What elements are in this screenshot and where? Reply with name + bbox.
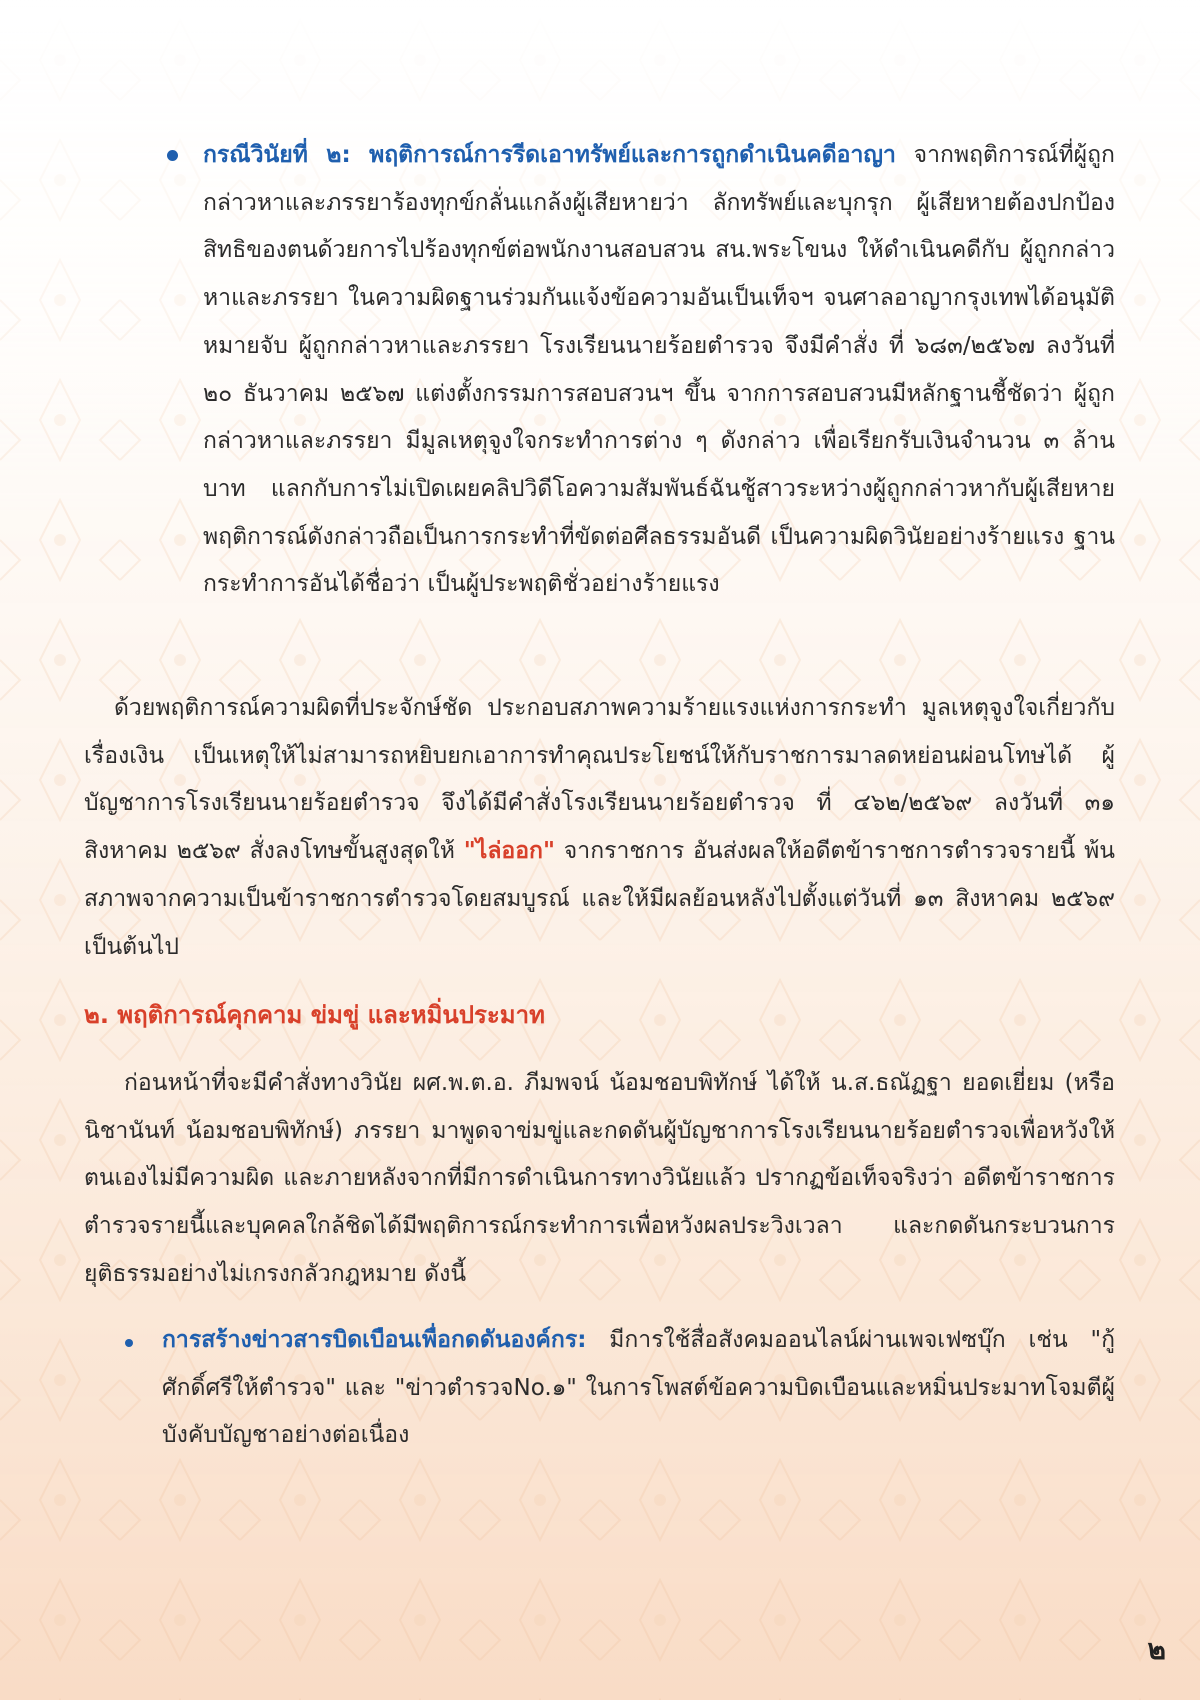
case-2-paragraph	[203, 132, 1115, 609]
penalty-paragraph	[84, 685, 1115, 971]
dismissal-highlight: "ไล่ออก"	[463, 838, 555, 865]
section-2-intro-text: ก่อนหน้าที่จะมีคำสั่งทางวินัย ผศ.พ.ต.อ. ภีมพจน์ น้อมชอบพิทักษ์ ได้ให้ น.ส.ธณัฏฐา ยอดเยี่ยม (หรือ นิชานันท์ น้อมชอบพิทักษ์) ภรรยา มาพูดจาข่มขู่และกดดันผู้บัญชาการโรงเรียนนายร้อยตำรวจเพื่อหวังให้ตนเองไม่มีความผิด และภายหลังจากที่มีการดำเนินการทางวินัยแล้ว ปรากฏข้อเท็จจริงว่า อดีตข้าราชการตำรวจรายนี้และบุคคลใกล้ชิดได้มีพฤติการณ์กระทำการเพื่อหวังผลประวิงเวลา และกดดันกระบวนการยุติธรรมอย่างไม่เกรงกลัวกฎหมาย ดังนี้	[84, 1070, 1115, 1287]
section-2-intro	[84, 1060, 1115, 1299]
misinformation-title: การสร้างข่าวสารบิดเบือนเพื่อกดดันองค์กร:	[162, 1327, 587, 1353]
penalty-text-after: จากราชการ อันส่งผลให้อดีตข้าราชการตำรวจรายนี้ พ้นสภาพจากความเป็นข้าราชการตำรวจโดยสมบูรณ์ และให้มีผลย้อนหลังไปตั้งแต่วันที่ ๑๓ สิงหาคม ๒๕๖๙ เป็นต้นไป	[84, 838, 1115, 960]
bullet-icon	[125, 1339, 133, 1347]
case-2-body: จากพฤติการณ์ที่ผู้ถูกกล่าวหาและภรรยาร้องทุกข์กลั่นแกล้งผู้เสียหายว่า ลักทรัพย์และบุกรุก ผู้เสียหายต้องปกป้องสิทธิของตนด้วยการไปร้องทุกข์ต่อพนักงานสอบสวน สน.พระโขนง ให้ดำเนินคดีกับ ผู้ถูกกล่าวหาและภรรยา ในความผิดฐานร่วมกันแจ้งข้อความอันเป็นเท็จฯ จนศาลอาญากรุงเทพได้อนุมัติหมายจับ ผู้ถูกกล่าวหาและภรรยา โรงเรียนนายร้อยตำรวจ จึงมีคำสั่ง ที่ ๖๘๓/๒๕๖๗ ลงวันที่ ๒๐ ธันวาคม ๒๕๖๗ แต่งตั้งกรรมการสอบสวนฯ ขึ้น จากการสอบสวนมีหลักฐานชี้ชัดว่า ผู้ถูกกล่าวหาและภรรยา มีมูลเหตุจูงใจกระทำการต่าง ๆ ดังกล่าว เพื่อเรียกรับเงินจำนวน ๓ ล้านบาท แลกกับการไม่เปิดเผยคลิปวิดีโอความสัมพันธ์ฉันชู้สาวระหว่างผู้ถูกกล่าวหากับผู้เสียหาย พฤติการณ์ดังกล่าวถือเป็นการกระทำที่ขัดต่อศีลธรรมอันดี เป็นความผิดวินัยอย่างร้ายแรง ฐานกระทำการอันได้ชื่อว่า เป็นผู้ประพฤติชั่วอย่างร้ายแรง	[203, 142, 1115, 598]
misinformation-bullet	[162, 1317, 1115, 1460]
section-2-heading: ๒. พฤติการณ์คุกคาม ข่มขู่ และหมิ่นประมาท	[84, 1001, 545, 1029]
page-number: ๒	[1147, 1633, 1166, 1666]
bullet-icon	[167, 150, 178, 161]
penalty-text-before: ด้วยพฤติการณ์ความผิดที่ประจักษ์ชัด ประกอบสภาพความร้ายแรงแห่งการกระทำ มูลเหตุจูงใจเกี่ยวกับเรื่องเงิน เป็นเหตุให้ไม่สามารถหยิบยกเอาการทำคุณประโยชน์ให้กับราชการมาลดหย่อนผ่อนโทษได้ ผู้บัญชาการโรงเรียนนายร้อยตำรวจ จึงได้มีคำสั่งโรงเรียนนายร้อยตำรวจ ที่ ๔๖๒/๒๕๖๙ ลงวันที่ ๓๑ สิงหาคม ๒๕๖๙ สั่งลงโทษขั้นสูงสุดให้	[84, 695, 1115, 865]
case-2-title: กรณีวินัยที่ ๒: พฤติการณ์การรีดเอาทรัพย์และการถูกดำเนินคดีอาญา	[203, 142, 896, 168]
misinformation-body: มีการใช้สื่อสังคมออนไลน์ผ่านเพจเฟซบุ๊ก เช่น "กู้ศักดิ์ศรีให้ตำรวจ" และ "ข่าวตำรวจNo.๑" ในการโพสต์ข้อความบิดเบือนและหมิ่นประมาทโจมตีผู้บังคับบัญชาอย่างต่อเนื่อง	[162, 1327, 1115, 1449]
